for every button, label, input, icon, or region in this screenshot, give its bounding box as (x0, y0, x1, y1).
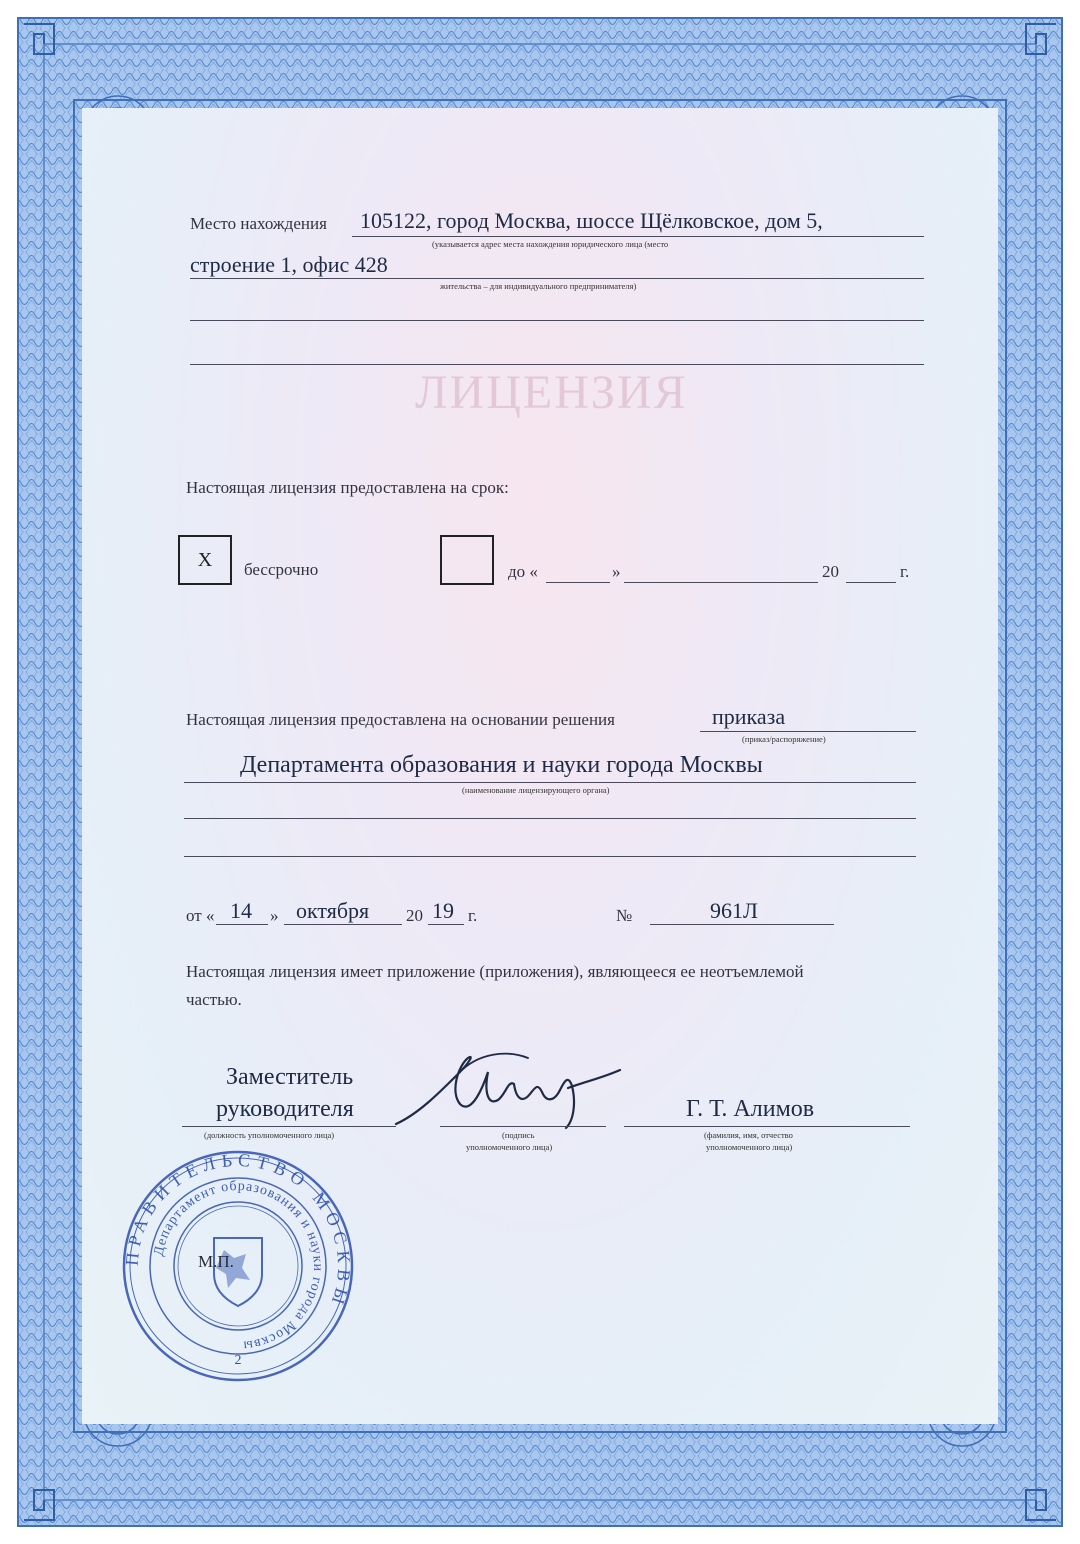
until-year-prefix: 20 (822, 562, 839, 581)
date-year-prefix: 20 (406, 906, 423, 925)
signature-underline (440, 1126, 606, 1127)
stamp-number: 2 (234, 1353, 242, 1368)
blank-line (184, 856, 916, 857)
address-underline-2 (190, 278, 924, 279)
date-month-line (284, 924, 402, 925)
stamp-outer-text: ПРАВИТЕЛЬСТВО МОСКВЫ (121, 1149, 355, 1313)
until-year-suffix: г. (900, 562, 910, 581)
number-label: № (616, 906, 633, 925)
official-stamp (118, 1146, 358, 1386)
blank-line (184, 818, 916, 819)
signatory-name: Г. Т. Алимов (686, 1096, 815, 1122)
position-line2: руководителя (216, 1096, 354, 1122)
number-line (650, 924, 834, 925)
date-year-line (428, 924, 464, 925)
handwritten-signature (388, 1044, 638, 1134)
authority-hint: (наименование лицензирующего органа) (462, 785, 610, 795)
background-watermark: ЛИЦЕНЗИЯ (415, 366, 688, 419)
date-month: октября (296, 898, 370, 923)
address-line2: строение 1, офис 428 (190, 252, 388, 277)
name-underline (624, 1126, 910, 1127)
term-label: Настоящая лицензия предоставлена на срок: (186, 478, 509, 497)
signature-hint-2: уполномоченного лица) (466, 1142, 553, 1152)
date-g: г. (468, 906, 478, 925)
unlimited-checkbox (178, 535, 232, 585)
date-day-line (216, 924, 268, 925)
date-from-label: от « (186, 906, 215, 925)
decision-hint: (приказ/распоряжение) (742, 734, 826, 744)
until-month-line (624, 582, 818, 583)
until-quote-close: » (612, 562, 621, 581)
basis-label: Настоящая лицензия предоставлена на основании решения (186, 710, 615, 729)
unlimited-label: бессрочно (244, 560, 319, 579)
date-quote-close: » (270, 906, 279, 925)
position-underline (182, 1126, 396, 1127)
decision-type: приказа (712, 704, 786, 729)
address-label: Место нахождения (190, 214, 327, 233)
authority-underline (184, 782, 916, 783)
until-year-line (846, 582, 896, 583)
address-underline-1 (352, 236, 924, 237)
name-hint-1: (фамилия, имя, отчество (704, 1130, 793, 1140)
appendix-line1: Настоящая лицензия имеет приложение (приложения), являющееся ее неотъемлемой (186, 962, 804, 981)
appendix-line2: частью. (186, 990, 242, 1009)
until-label: до « (508, 562, 538, 581)
date-year: 19 (432, 898, 454, 923)
seal-place-label: М.П. (198, 1252, 234, 1271)
address-hint-1: (указывается адрес места нахождения юридического лица (место (432, 239, 669, 249)
checkbox-mark: X (197, 548, 213, 571)
position-line1: Заместитель (226, 1064, 354, 1090)
license-number: 961Л (710, 898, 758, 923)
address-line1: 105122, город Москва, шоссе Щёлковское, дом 5, (360, 208, 823, 233)
name-hint-2: уполномоченного лица) (706, 1142, 793, 1152)
stamp-inner-text: Департамент образования и науки города Москвы (151, 1178, 326, 1353)
signature-hint-1: (подпись (502, 1130, 535, 1140)
blank-line (190, 364, 924, 365)
blank-line (190, 320, 924, 321)
position-hint: (должность уполномоченного лица) (204, 1130, 335, 1140)
decision-underline (700, 731, 916, 732)
until-day-line (546, 582, 610, 583)
address-hint-2: жительства – для индивидуального предпринимателя) (440, 281, 637, 291)
date-day: 14 (230, 898, 252, 923)
until-checkbox (440, 535, 494, 585)
authority-name: Департамента образования и науки города Москвы (240, 752, 763, 778)
